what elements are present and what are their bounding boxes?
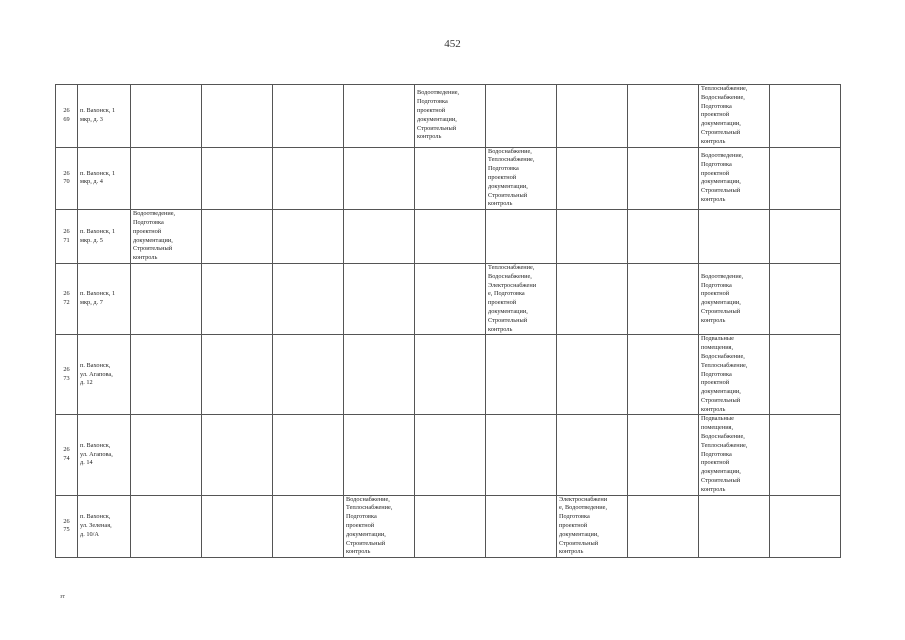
work-cell [628, 495, 699, 558]
address-line: мкр, д. 4 [80, 178, 103, 186]
work-line: контроль [346, 548, 371, 556]
row-number-line: 26 [63, 446, 70, 454]
work-cell [273, 335, 344, 415]
work-line: Строительный [346, 539, 386, 547]
work-cell [131, 263, 202, 334]
work-line: документации, [488, 307, 528, 315]
work-line: Подготовка [701, 370, 732, 378]
work-cell [557, 263, 628, 334]
work-cell [273, 210, 344, 264]
work-cell [628, 210, 699, 264]
work-line: Строительный [701, 128, 741, 136]
row-number-line: 72 [63, 299, 70, 307]
work-line: Теплоснабжение, [701, 85, 748, 92]
work-line: документации, [701, 120, 741, 128]
work-cell [557, 147, 628, 210]
work-cell [202, 335, 273, 415]
work-line: Водоотведение, [701, 272, 744, 280]
work-cell [202, 210, 273, 264]
work-cell [557, 335, 628, 415]
work-line: Теплоснабжение, [488, 263, 535, 271]
work-line: проектной [488, 299, 517, 307]
work-line: проектной [559, 522, 588, 530]
work-line: Подвальные [701, 335, 734, 343]
work-line: контроль [701, 485, 726, 493]
row-number-cell [56, 85, 78, 148]
table-row [56, 263, 841, 334]
work-line: проектной [701, 111, 730, 119]
work-line: документации, [133, 236, 173, 244]
work-cell [131, 147, 202, 210]
table-row [56, 495, 841, 558]
address-cell [78, 147, 131, 210]
work-line: помещения, [701, 344, 734, 352]
work-line: Подвальные [701, 415, 734, 423]
table-row [56, 415, 841, 495]
work-line: Строительный [701, 396, 741, 404]
work-cell [202, 415, 273, 495]
work-line: контроль [488, 200, 513, 208]
work-line: Строительный [701, 187, 741, 195]
work-line: Строительный [133, 245, 173, 253]
work-line: Строительный [701, 307, 741, 315]
work-cell [770, 147, 841, 210]
address-line: мкр, д. 7 [80, 299, 103, 307]
work-cell [628, 335, 699, 415]
work-cell [770, 85, 841, 148]
work-cell [557, 415, 628, 495]
work-cell [557, 85, 628, 148]
work-cell [273, 85, 344, 148]
work-cell [770, 335, 841, 415]
work-cell [415, 415, 486, 495]
work-line: документации, [417, 115, 457, 123]
work-cell [628, 85, 699, 148]
work-cell [131, 210, 202, 264]
work-cell [628, 263, 699, 334]
work-cell [344, 415, 415, 495]
row-number-line: 75 [63, 526, 70, 534]
work-line: Строительный [488, 316, 528, 324]
work-line: проектной [701, 379, 730, 387]
work-line: Водоотведение, [701, 151, 744, 159]
work-line: Водоснабжение, [488, 272, 532, 280]
address-cell [78, 263, 131, 334]
work-cell [699, 147, 770, 210]
work-line: Подготовка [559, 513, 590, 521]
work-line: Водоотведение, [133, 210, 176, 218]
work-line: Водоснабжение, [701, 433, 745, 441]
work-cell [486, 495, 557, 558]
address-line: мкр. д. 5 [80, 236, 103, 244]
work-cell [202, 495, 273, 558]
work-line: контроль [133, 254, 158, 262]
work-line: Водоснабжение, [701, 93, 745, 101]
address-line: ул. Агапова, [80, 370, 113, 378]
work-cell [699, 495, 770, 558]
row-number-line: 74 [63, 455, 70, 463]
work-line: е, Подготовка [488, 290, 525, 298]
work-line: проектной [133, 227, 162, 235]
row-number-cell [56, 210, 78, 264]
work-cell [344, 85, 415, 148]
work-cell [415, 147, 486, 210]
work-line: Подготовка [346, 513, 377, 521]
work-cell [273, 263, 344, 334]
work-line: контроль [701, 195, 726, 203]
work-line: Водоснабжение, [701, 352, 745, 360]
work-line: проектной [701, 290, 730, 298]
work-cell [770, 415, 841, 495]
work-cell [131, 495, 202, 558]
table-row [56, 85, 841, 148]
work-line: контроль [559, 548, 584, 556]
work-line: документации, [559, 530, 599, 538]
page-number: 452 [444, 38, 461, 50]
work-line: документации, [701, 468, 741, 476]
work-cell [202, 85, 273, 148]
row-number-line: 26 [63, 517, 70, 525]
work-cell [770, 263, 841, 334]
row-number-line: 26 [63, 227, 70, 235]
address-line: д. 12 [80, 379, 93, 387]
work-line: Подготовка [701, 450, 732, 458]
address-line: п. Вахонск, 1 [80, 290, 116, 298]
row-number-line: 26 [63, 106, 70, 114]
work-line: Строительный [417, 124, 457, 132]
work-line: Подготовка [133, 218, 164, 226]
address-line: п. Вахонск, [80, 361, 111, 369]
work-cell [699, 210, 770, 264]
work-line: Подготовка [488, 165, 519, 173]
work-cell [131, 335, 202, 415]
work-line: Водоснабжение, [488, 147, 532, 155]
work-line: проектной [701, 459, 730, 467]
work-cell [415, 210, 486, 264]
row-number-line: 26 [63, 169, 70, 177]
address-line: п. Вахонск, 1 [80, 106, 116, 114]
work-line: Водоснабжение, [346, 495, 390, 503]
work-cell [557, 210, 628, 264]
work-cell [699, 85, 770, 148]
work-cell [131, 85, 202, 148]
row-number-cell [56, 495, 78, 558]
work-cell [699, 335, 770, 415]
work-cell [202, 147, 273, 210]
work-line: Теплоснабжение, [701, 361, 748, 369]
footer-mark: зт [60, 594, 65, 600]
work-line: контроль [701, 405, 726, 413]
work-line: Подготовка [417, 98, 448, 106]
work-line: Подготовка [701, 160, 732, 168]
address-line: д. 10/А [80, 530, 99, 538]
table-row [56, 210, 841, 264]
work-line: Теплоснабжение, [488, 156, 535, 164]
work-line: документации, [701, 299, 741, 307]
work-line: контроль [488, 325, 513, 333]
work-schedule-table [55, 84, 841, 558]
work-line: помещения, [701, 424, 734, 432]
address-line: д. 14 [80, 459, 93, 467]
table-row [56, 335, 841, 415]
address-line: ул. Агапова, [80, 450, 113, 458]
work-cell [486, 147, 557, 210]
work-line: Строительный [559, 539, 599, 547]
address-line: п. Вахонск, [80, 441, 111, 449]
work-line: Строительный [701, 477, 741, 485]
work-line: документации, [488, 182, 528, 190]
row-number-cell [56, 415, 78, 495]
work-cell [415, 263, 486, 334]
work-line: документации, [346, 530, 386, 538]
row-number-line: 26 [63, 290, 70, 298]
work-line: контроль [417, 133, 442, 141]
work-cell [344, 210, 415, 264]
work-cell [486, 335, 557, 415]
work-cell [628, 147, 699, 210]
work-cell [415, 85, 486, 148]
work-cell [415, 335, 486, 415]
address-line: ул. Зеленая, [80, 522, 112, 530]
work-line: Электроснабжени [559, 495, 608, 503]
work-line: Подготовка [701, 281, 732, 289]
work-cell [557, 495, 628, 558]
work-cell [486, 263, 557, 334]
work-cell [273, 415, 344, 495]
work-line: Водоотведение, [417, 89, 460, 97]
table-row [56, 147, 841, 210]
work-cell [486, 85, 557, 148]
work-line: Теплоснабжение, [701, 441, 748, 449]
work-cell [202, 263, 273, 334]
work-cell [699, 263, 770, 334]
work-line: е, Водоотведение, [559, 504, 608, 512]
row-number-cell [56, 335, 78, 415]
work-line: документации, [701, 388, 741, 396]
address-cell [78, 415, 131, 495]
work-line: Теплоснабжение, [346, 504, 393, 512]
work-line: проектной [701, 169, 730, 177]
work-line: проектной [488, 173, 517, 181]
work-cell [699, 415, 770, 495]
work-cell [415, 495, 486, 558]
work-cell [344, 495, 415, 558]
address-line: п. Вахонск, 1 [80, 169, 116, 177]
work-cell [770, 495, 841, 558]
address-cell [78, 335, 131, 415]
work-line: проектной [417, 106, 446, 114]
work-cell [344, 335, 415, 415]
work-line: контроль [701, 316, 726, 324]
row-number-line: 71 [63, 236, 70, 244]
work-line: Электроснабжени [488, 281, 537, 289]
work-line: Подготовка [701, 102, 732, 110]
work-cell [344, 147, 415, 210]
work-cell [273, 147, 344, 210]
work-line: проектной [346, 522, 375, 530]
work-cell [131, 415, 202, 495]
work-cell [628, 415, 699, 495]
work-cell [486, 210, 557, 264]
address-line: мкр, д. 3 [80, 115, 103, 123]
address-cell [78, 85, 131, 148]
row-number-line: 26 [63, 366, 70, 374]
work-line: контроль [701, 137, 726, 145]
work-cell [486, 415, 557, 495]
work-cell [770, 210, 841, 264]
work-line: Строительный [488, 191, 528, 199]
address-line: п. Вахонск, [80, 513, 111, 521]
row-number-cell [56, 147, 78, 210]
work-cell [344, 263, 415, 334]
row-number-line: 69 [63, 115, 70, 123]
address-cell [78, 495, 131, 558]
address-cell [78, 210, 131, 264]
row-number-line: 70 [63, 178, 70, 186]
row-number-cell [56, 263, 78, 334]
work-line: документации, [701, 178, 741, 186]
work-cell [273, 495, 344, 558]
address-line: п. Вахонск, 1 [80, 227, 116, 235]
row-number-line: 73 [63, 374, 70, 382]
